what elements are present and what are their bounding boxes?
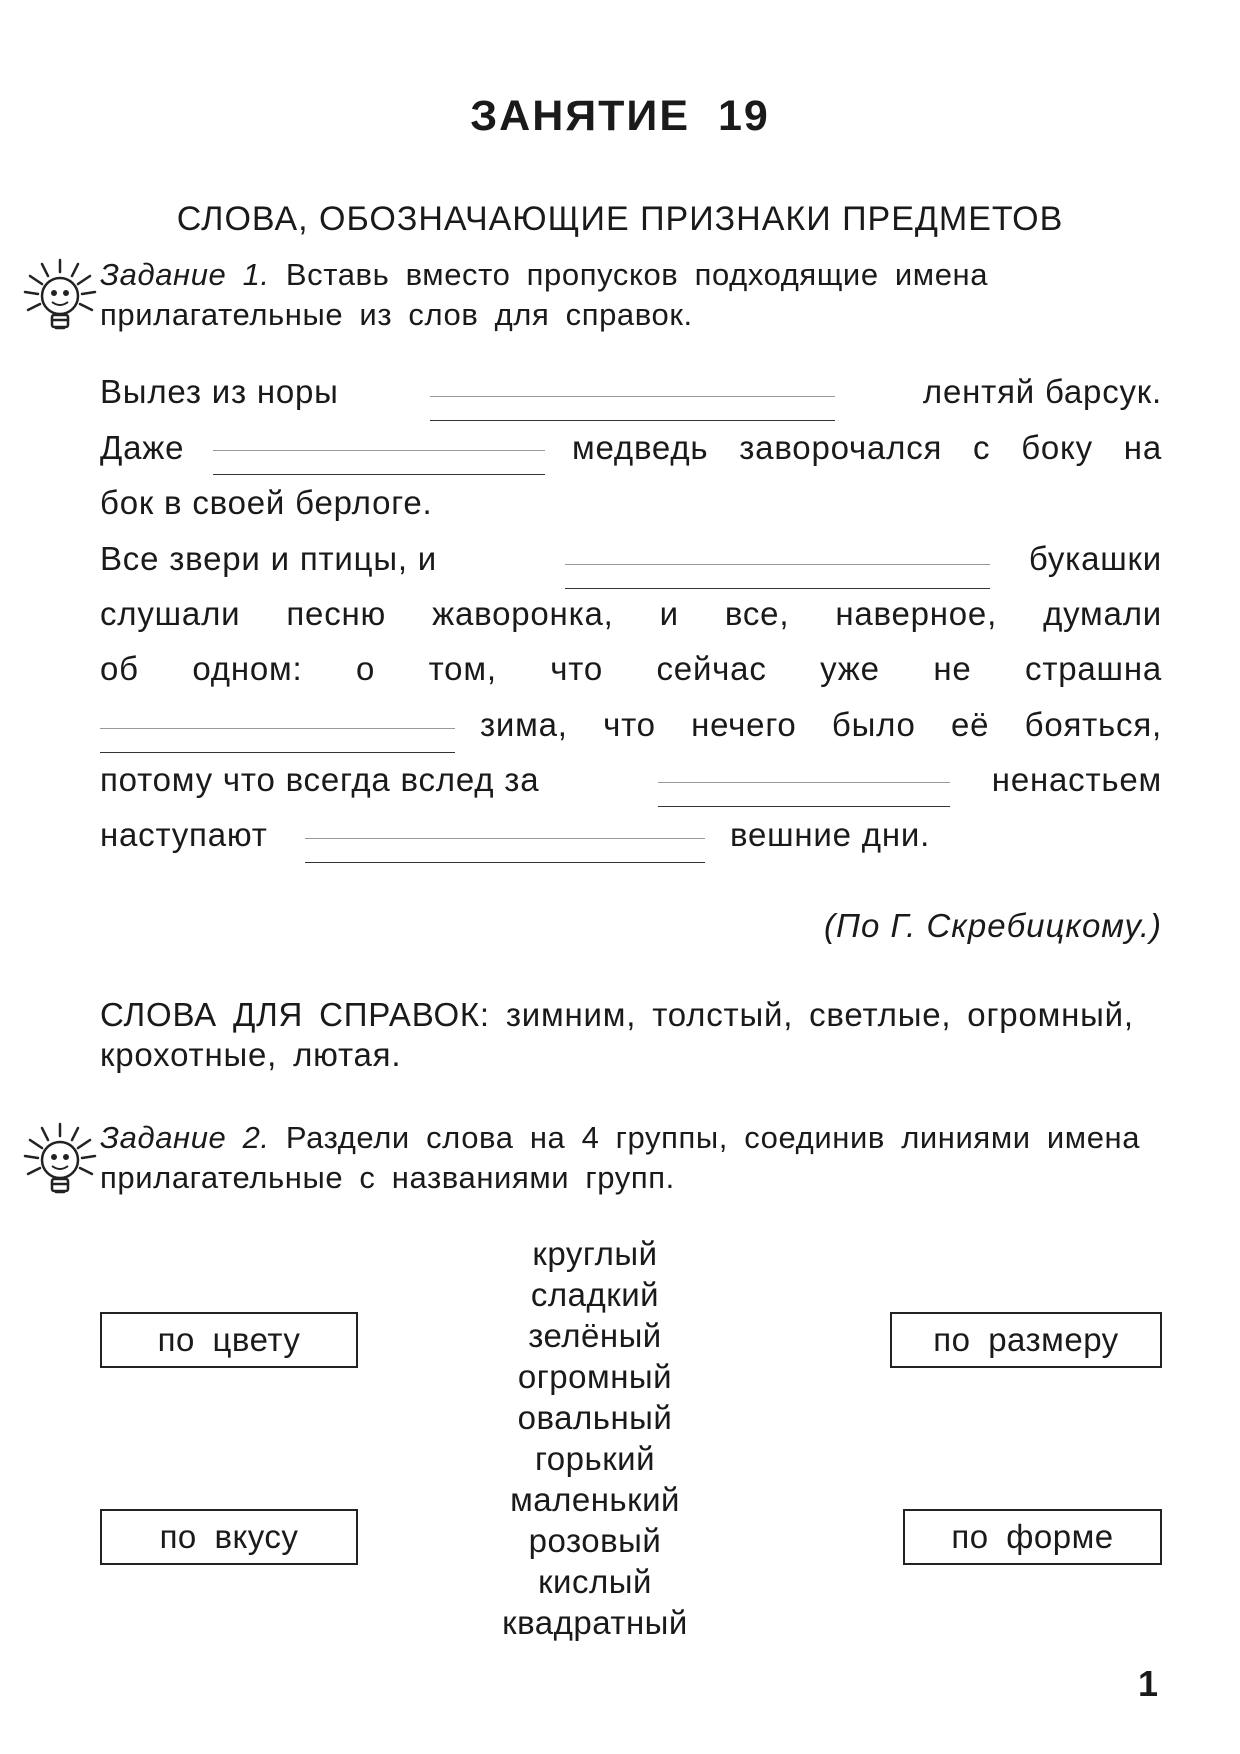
task1-blank-4[interactable]	[100, 752, 455, 753]
task1-blank-3-guide	[565, 564, 990, 565]
task1-blank-2-guide	[213, 450, 545, 451]
task1-line3: бок в своей берлоге.	[100, 484, 433, 521]
task1-blank-5-guide	[658, 782, 950, 783]
page-number: 1	[1137, 1663, 1158, 1704]
task1-blank-6[interactable]	[305, 862, 705, 863]
group-box-size[interactable]	[890, 1312, 1162, 1368]
task1-line4-start: Все звери и птицы, и	[100, 540, 438, 577]
adjective-word[interactable]: огромный	[517, 1358, 673, 1395]
task1-instruction	[100, 255, 1166, 335]
task1-line6: об одном: о том, что сейчас уже не страшна	[100, 650, 1162, 687]
adjective-word[interactable]: зелёный	[528, 1317, 662, 1354]
lightbulb-icon	[22, 258, 104, 338]
task1-instruction-text: Вставь вместо пропусков подходящие имена прилагательные из слов для справок.	[100, 257, 989, 332]
adjective-list	[440, 1233, 750, 1643]
task2-instruction-text: Раздели слова на 4 группы, соединив линиями имена прилагательные с названиями групп.	[100, 1120, 1141, 1195]
adjective-word[interactable]: кислый	[538, 1563, 652, 1600]
adjective-word[interactable]: овальный	[517, 1399, 673, 1436]
task1-label: Задание 1.	[100, 257, 270, 292]
group-label-taste: по вкусу	[159, 1518, 299, 1555]
task1-line8-start: потому что всегда вслед за	[100, 761, 540, 798]
group-label-shape: по форме	[951, 1518, 1114, 1555]
group-label-color: по цвету	[157, 1321, 301, 1358]
task1-line1-end: лентяй барсук.	[922, 373, 1162, 410]
group-box-color[interactable]	[100, 1312, 358, 1368]
task1-reference-words: СЛОВА ДЛЯ СПРАВОК: зимним, толстый, светлые, огромный, крохотные, лютая.	[100, 996, 1134, 1073]
adjective-word[interactable]: горький	[534, 1440, 655, 1477]
task1-blank-3[interactable]	[565, 588, 990, 589]
task1-line7: зима, что нечего было её бояться,	[480, 706, 1162, 743]
group-box-shape[interactable]	[903, 1509, 1162, 1565]
task1-blank-5[interactable]	[658, 806, 950, 807]
task2-instruction	[100, 1118, 1166, 1198]
task1-line9-end: вешние дни.	[730, 816, 931, 853]
lightbulb-icon	[22, 1122, 104, 1202]
task1-attribution: (По Г. Скребицкому.)	[824, 907, 1162, 944]
adjective-word[interactable]: розовый	[528, 1522, 662, 1559]
task1-line2-start: Даже	[100, 429, 185, 466]
task1-blank-1-guide	[430, 396, 835, 397]
adjective-word[interactable]: сладкий	[530, 1276, 660, 1313]
task1-line1-start: Вылез из норы	[100, 373, 339, 410]
task1-line4-end: букашки	[1028, 540, 1162, 577]
task2-label: Задание 2.	[100, 1120, 270, 1155]
group-label-size: по размеру	[933, 1321, 1119, 1358]
lesson-title: ЗАНЯТИЕ 19	[470, 92, 770, 140]
adjective-word[interactable]: квадратный	[502, 1604, 688, 1641]
adjective-word[interactable]: круглый	[532, 1235, 658, 1272]
adjective-word[interactable]: маленький	[510, 1481, 680, 1518]
task1-blank-6-guide	[305, 838, 705, 839]
task1-blank-1[interactable]	[430, 420, 835, 421]
task1-line2-end: медведь заворочался с боку на	[572, 429, 1162, 466]
task1-blank-2[interactable]	[213, 474, 545, 475]
group-box-taste[interactable]	[100, 1509, 358, 1565]
task1-line9-start: наступают	[100, 816, 268, 853]
lesson-subtitle: СЛОВА, ОБОЗНАЧАЮЩИЕ ПРИЗНАКИ ПРЕДМЕТОВ	[176, 200, 1064, 238]
task1-blank-4-guide	[100, 728, 455, 729]
task1-line5: слушали песню жаворонка, и все, наверное, думали	[100, 595, 1162, 632]
task1-line8-end: ненастьем	[991, 761, 1162, 798]
